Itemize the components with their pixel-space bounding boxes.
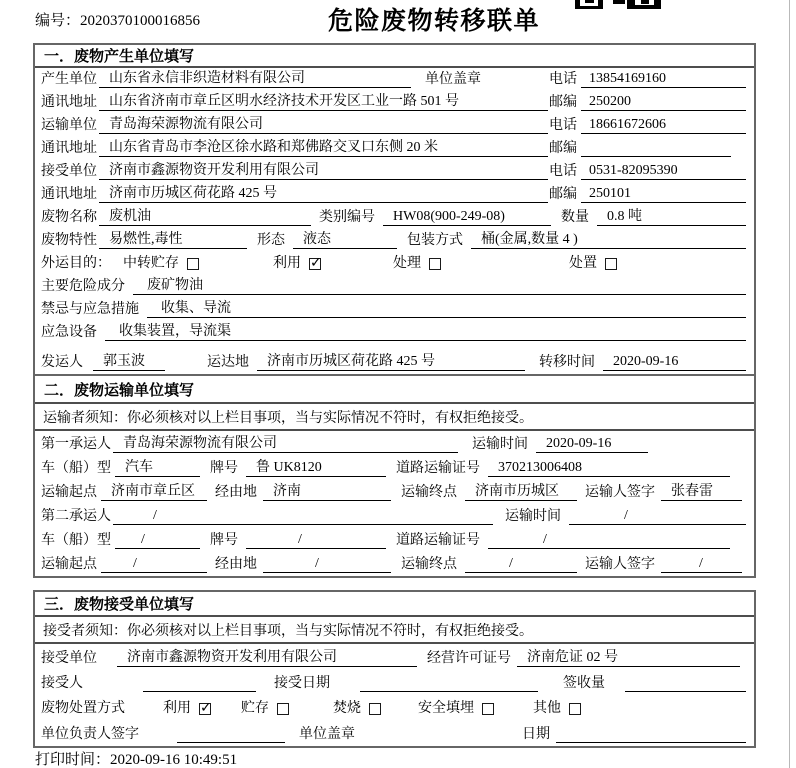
- field-label: 单位负责人签字: [41, 727, 139, 742]
- checkbox-label: 其他: [533, 701, 561, 716]
- producer-unit-row: [35, 68, 754, 91]
- field-label: 接受日期: [274, 676, 330, 691]
- first-carrier-row: [35, 431, 754, 456]
- field-label: 道路运输证号: [396, 533, 480, 548]
- field-value: 山东省永信非织造材料有限公司: [99, 70, 411, 88]
- field-value: /: [661, 555, 742, 573]
- field-value: [143, 674, 256, 692]
- field-value: 济南市章丘区: [101, 483, 207, 501]
- field-label: 道路运输证号: [396, 461, 480, 476]
- checkbox-label: 中转贮存: [123, 256, 179, 271]
- field-label: 牌号: [210, 461, 238, 476]
- field-value: 济南市历城区: [465, 483, 577, 501]
- field-label: 第一承运人: [41, 437, 111, 452]
- document-number-value: 2020370100016856: [80, 13, 201, 29]
- field-label: 通讯地址: [41, 141, 97, 156]
- field-value: [177, 725, 285, 743]
- section3-header: 三．废物接受单位填写: [35, 592, 754, 617]
- checkbox-label: 处理: [393, 256, 421, 271]
- other-checkbox-icon: [569, 703, 581, 715]
- field-label: 形态: [257, 233, 285, 248]
- receiver-unit-row: [35, 160, 754, 183]
- option-incinerate: [333, 700, 381, 717]
- field-value: [556, 725, 746, 743]
- field-value: 山东省青岛市李沧区徐水路和郑佛路交叉口东侧 20 米: [99, 139, 548, 157]
- section-producer: [33, 43, 756, 376]
- option-utilize: [163, 700, 211, 717]
- field-value: HW08(900-249-08): [383, 208, 551, 226]
- incinerate-checkbox-icon: [369, 703, 381, 715]
- checkbox-label: 焚烧: [333, 701, 361, 716]
- field-label: 运输单位: [41, 118, 97, 133]
- field-label: 通讯地址: [41, 95, 97, 110]
- transporter-address-row: [35, 137, 754, 160]
- field-value: /: [113, 507, 493, 525]
- receiver-person-row: [35, 670, 754, 695]
- field-label: 经由地: [215, 557, 257, 572]
- section-receiver: [33, 590, 756, 748]
- field-value: 18661672606: [581, 116, 746, 134]
- emergency-equipment-row: [35, 321, 754, 344]
- field-value: 青岛海荣源物流有限公司: [113, 435, 458, 453]
- option-utilize: [273, 255, 321, 272]
- vehicle-type-row-2: [35, 528, 754, 552]
- field-value: 收集、导流: [147, 300, 746, 318]
- field-value: 易燃性,毒性: [99, 231, 247, 249]
- field-label: 电话: [549, 72, 577, 87]
- field-label: 通讯地址: [41, 187, 97, 202]
- field-value: /: [488, 531, 730, 549]
- treat-checkbox-icon: [429, 258, 441, 270]
- field-label: 日期: [522, 727, 550, 742]
- field-value: 济南危证 02 号: [517, 649, 740, 667]
- field-value: 汽车: [115, 459, 200, 477]
- transfer-purpose-row: [35, 252, 754, 275]
- page-edge-line: [789, 0, 790, 768]
- field-value: /: [569, 507, 746, 525]
- option-other: [533, 700, 581, 717]
- field-value: 济南市历城区荷花路 425 号: [99, 185, 548, 203]
- field-value: 青岛海荣源物流有限公司: [99, 116, 548, 134]
- waste-name-row: [35, 206, 754, 229]
- field-value: /: [101, 555, 207, 573]
- field-label: 运输起点: [41, 557, 97, 572]
- field-value: /: [263, 555, 391, 573]
- field-label: 废物处置方式: [41, 701, 125, 716]
- field-label: 经营许可证号: [427, 651, 511, 666]
- checkbox-label: 处置: [569, 256, 597, 271]
- section-transporter: [33, 374, 756, 578]
- field-label: 运输人签字: [585, 485, 655, 500]
- checkbox-label: 贮存: [241, 701, 269, 716]
- field-label: 外运目的：: [41, 256, 111, 271]
- field-value: 废矿物油: [133, 277, 746, 295]
- field-label: 第二承运人: [41, 509, 111, 524]
- transfer-storage-checkbox-icon: [187, 258, 199, 270]
- field-value: 郭玉波: [93, 353, 165, 371]
- field-value: 0.8 吨: [597, 208, 746, 226]
- checkbox-label: 安全填埋: [418, 701, 474, 716]
- field-label: 包装方式: [407, 233, 463, 248]
- transporter-unit-row: [35, 114, 754, 137]
- checkbox-label: 利用: [273, 256, 301, 271]
- hazard-component-row: [35, 275, 754, 298]
- second-carrier-row: [35, 504, 754, 528]
- option-dispose: [569, 255, 617, 272]
- utilize-checkbox-icon: [309, 258, 321, 270]
- field-label: 禁忌与应急措施: [41, 302, 139, 317]
- field-label: 废物特性: [41, 233, 97, 248]
- field-label: 废物名称: [41, 210, 97, 225]
- print-time-label: 打印时间：: [35, 752, 111, 768]
- field-value: 济南市鑫源物资开发利用有限公司: [117, 649, 417, 667]
- receiver-notice: 接受者须知：你必须核对以上栏目事项，当与实际情况不符时，有权拒绝接受。: [35, 617, 754, 644]
- field-label: 主要危险成分: [41, 279, 125, 294]
- section2-header: 二．废物运输单位填写: [35, 376, 754, 404]
- vehicle-type-row: [35, 456, 754, 480]
- field-label: 运输终点: [401, 557, 457, 572]
- field-label: 运达地: [207, 355, 249, 370]
- field-value: 桶(金属,数量 4 ): [471, 231, 746, 249]
- landfill-checkbox-icon: [482, 703, 494, 715]
- field-value: 张春雷: [661, 483, 742, 501]
- field-label: 邮编: [549, 187, 577, 202]
- field-label: 车（船）型: [41, 461, 111, 476]
- print-time-value: 2020-09-16 10:49:51: [110, 752, 238, 768]
- section1-header: 一．废物产生单位填写: [35, 45, 754, 68]
- field-label: 单位盖章: [425, 72, 481, 87]
- field-value: 山东省济南市章丘区明水经济技术开发区工业一路 501 号: [99, 93, 548, 111]
- field-value: 250101: [581, 185, 746, 203]
- print-time: [35, 748, 237, 768]
- disposal-method-row: [35, 695, 754, 720]
- field-label: 接受单位: [41, 164, 97, 179]
- field-label: 运输时间: [505, 509, 561, 524]
- field-label: 运输时间: [472, 437, 528, 452]
- field-value: [625, 674, 746, 692]
- field-value: 济南: [263, 483, 391, 501]
- field-value: 250200: [581, 93, 746, 111]
- field-label: 运输人签字: [585, 557, 655, 572]
- field-label: 车（船）型: [41, 533, 111, 548]
- option-landfill: [418, 700, 494, 717]
- field-value: /: [115, 531, 200, 549]
- field-value: 收集装置，导流渠: [105, 323, 746, 341]
- manifest-form: [33, 0, 756, 748]
- field-value: 济南市历城区荷花路 425 号: [257, 353, 525, 371]
- transport-route-row: [35, 480, 754, 504]
- field-label: 发运人: [41, 355, 83, 370]
- producer-address-row: [35, 91, 754, 114]
- signature-row: [35, 720, 754, 746]
- emergency-measures-row: [35, 298, 754, 321]
- receiver-address-row: [35, 183, 754, 206]
- utilize-checkbox-icon: [199, 703, 211, 715]
- transport-route-row-2: [35, 552, 754, 576]
- field-label: 接受单位: [41, 651, 97, 666]
- field-label: 签收量: [563, 676, 605, 691]
- field-label: 邮编: [549, 141, 577, 156]
- page-title: 危险废物转移联单: [328, 7, 541, 35]
- field-label: 类别编号: [319, 210, 375, 225]
- field-value: 13854169160: [581, 70, 746, 88]
- field-label: 数量: [561, 210, 589, 225]
- field-value: 2020-09-16: [536, 435, 648, 453]
- receiver-unit-license-row: [35, 644, 754, 670]
- checkbox-label: 利用: [163, 701, 191, 716]
- field-label: 运输起点: [41, 485, 97, 500]
- field-value: 370213006408: [488, 459, 730, 477]
- store-checkbox-icon: [277, 703, 289, 715]
- field-value: 济南市鑫源物资开发利用有限公司: [99, 162, 548, 180]
- option-store: [241, 700, 289, 717]
- field-label: 应急设备: [41, 325, 97, 340]
- field-value: [581, 139, 731, 157]
- field-value: 废机油: [99, 208, 311, 226]
- waste-property-row: [35, 229, 754, 252]
- field-value: 液态: [293, 231, 397, 249]
- dispose-checkbox-icon: [605, 258, 617, 270]
- field-value: /: [465, 555, 577, 573]
- field-label: 邮编: [549, 95, 577, 110]
- field-value: 2020-09-16: [603, 353, 746, 371]
- option-treat: [393, 255, 441, 272]
- transporter-notice: 运输者须知：你必须核对以上栏目事项，当与实际情况不符时，有权拒绝接受。: [35, 404, 754, 431]
- document-number-label: 编号：: [35, 13, 81, 29]
- consignor-row: [35, 344, 754, 374]
- field-label: 单位盖章: [299, 727, 355, 742]
- option-transfer-storage: [123, 255, 199, 272]
- field-value: 0531-82095390: [581, 162, 746, 180]
- field-label: 转移时间: [539, 355, 595, 370]
- field-label: 经由地: [215, 485, 257, 500]
- field-value: /: [246, 531, 386, 549]
- field-label: 牌号: [210, 533, 238, 548]
- field-label: 运输终点: [401, 485, 457, 500]
- field-label: 接受人: [41, 676, 83, 691]
- field-label: 电话: [549, 118, 577, 133]
- field-value: 鲁 UK8120: [246, 459, 386, 477]
- field-label: 产生单位: [41, 72, 97, 87]
- field-label: 电话: [549, 164, 577, 179]
- field-value: [360, 674, 538, 692]
